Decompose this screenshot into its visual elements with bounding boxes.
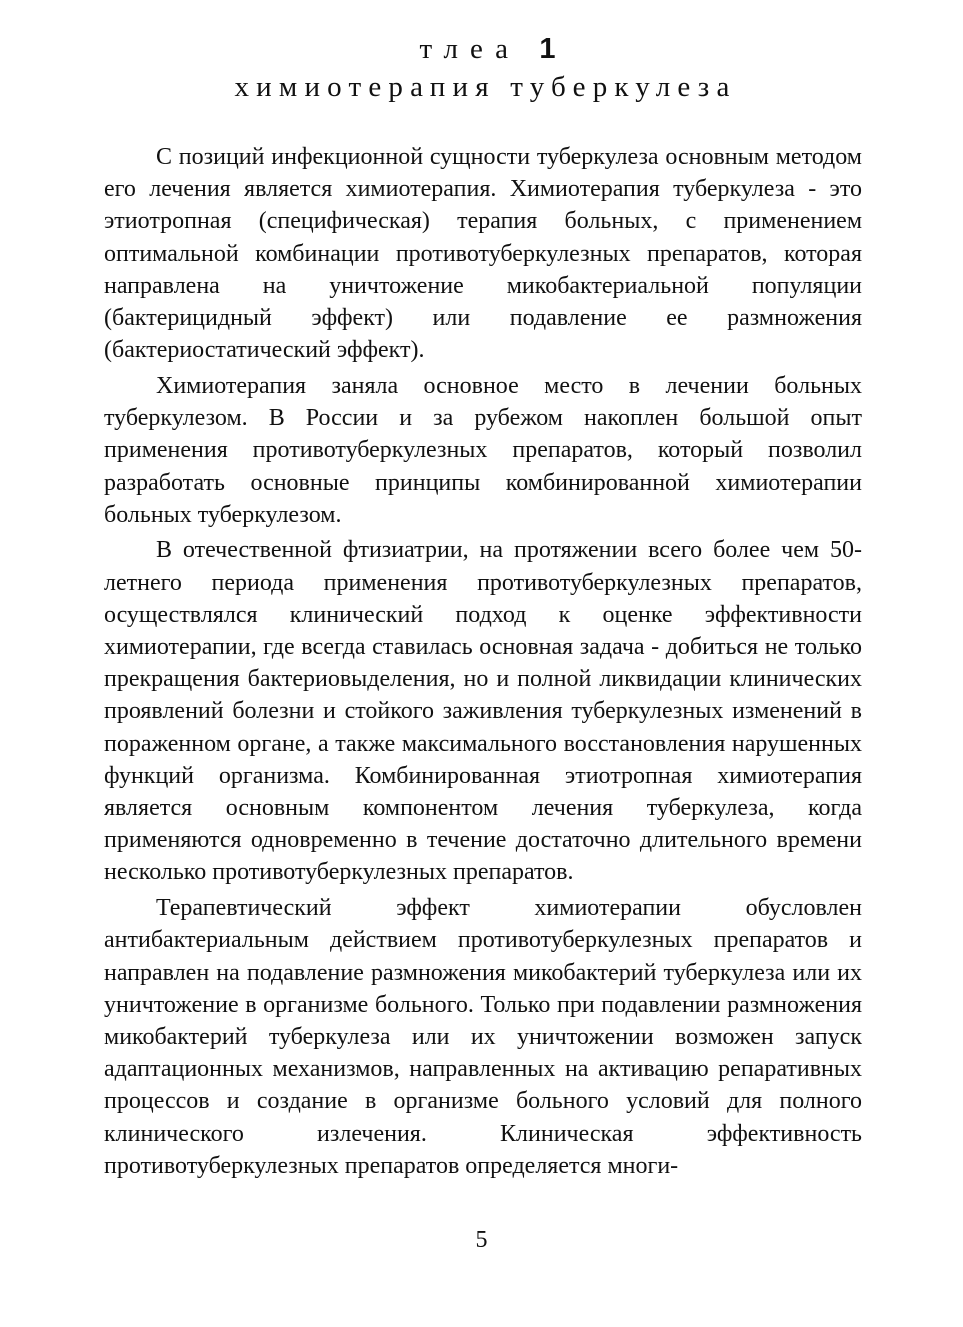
page-number: 5 (475, 1227, 488, 1253)
chapter-label-word: тлеа (419, 33, 521, 65)
chapter-heading (0, 30, 963, 106)
chapter-label (12, 30, 963, 68)
paragraph-3: В отечественной фтизиатрии, на протяжении всего более чем 50-летнего периода применения противотуберкулезных препаратов, осуществлялся клинический подход к оценке эффективности химиотерапии, где всегда ставилась основная задача - добиться не только прекращения бактериовыделения, но и полной ликвидации клинических проявлений болезни и стойкого заживления туберкулезных изменений в пораженном органе, а также максимального восстановления нарушенных функций организма. Комбинированная этиотропная химиотерапия является основным компонентом лечения туберкулеза, когда применяются одновременно в течение достаточно длительного времени несколько противотуберкулезных препаратов. (104, 537, 862, 886)
paragraph-1: С позиций инфекционной сущности туберкулеза основным методом его лечения является химиотерапия. Химиотерапия туберкулеза - это этиотропная (специфическая) терапия больных, с применением оптимальной комбинации противотуберкулезных препаратов, которая направлена на уничтожение микобактериальной популяции (бактерицидный эффект) или подавление ее размножения (бактериостатический эффект). (104, 144, 862, 364)
paragraph-4: Терапевтический эффект химиотерапии обусловлен антибактериальным действием противотуберкулезных препаратов и направлен на подавление размножения микобактерий туберкулеза или их уничтожение в организме больного. Только при подавлении размножения микобактерий туберкулеза или их уничтожении возможен запуск адаптационных механизмов, направленных на активацию репаративных процессов и создание в организме больного условий для полного клинического излечения. Клиническая эффективность противотуберкулезных препаратов определяется многи- (104, 895, 862, 1179)
chapter-title: химиотерапия туберкулеза (234, 71, 737, 103)
paragraph-2: Химиотерапия заняла основное место в лечении больных туберкулезом. В России и за рубежом накоплен большой опыт применения противотуберкулезных препаратов, который позволил разработать основные принципы комбинированной химиотерапии больных туберкулезом. (104, 372, 862, 528)
chapter-number: 1 (539, 33, 556, 65)
body-text (104, 141, 862, 1186)
